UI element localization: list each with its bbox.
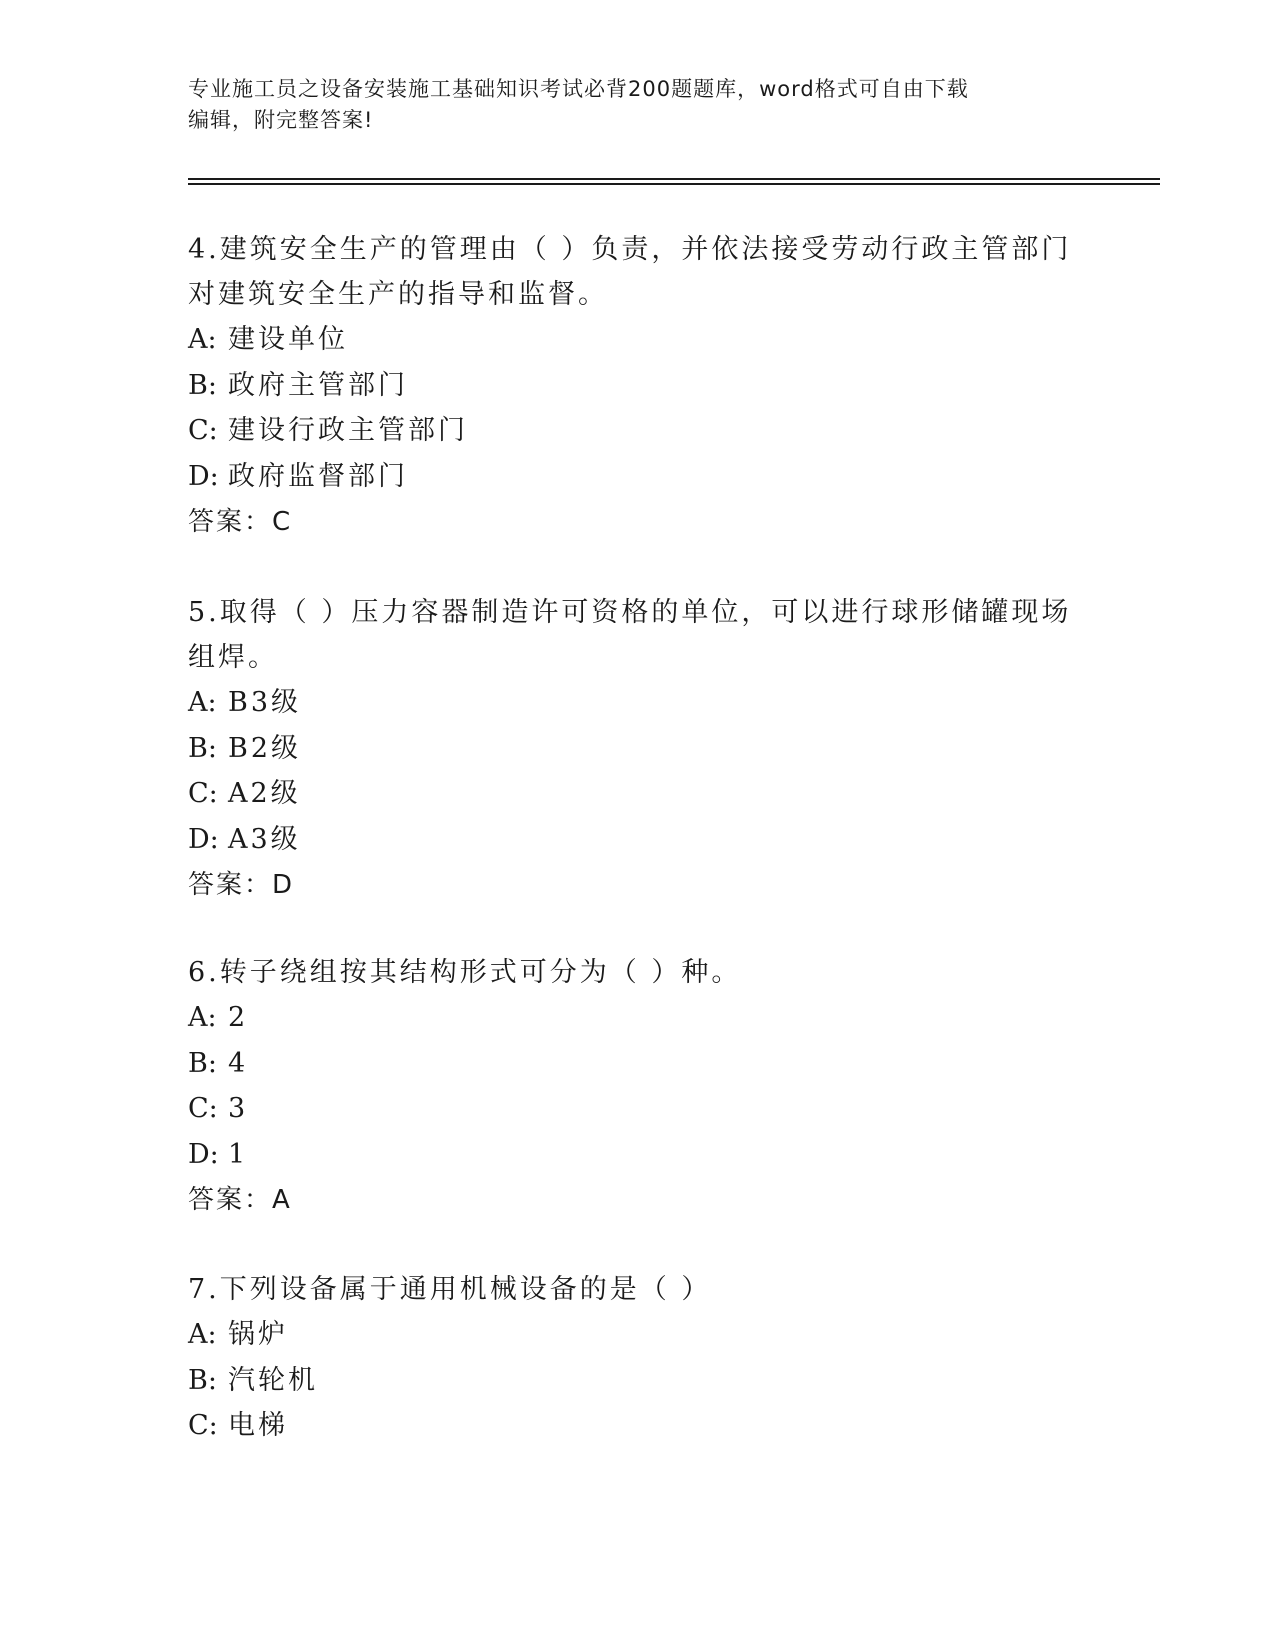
option-a: A: 2 [188,1002,249,1033]
question-4 [188,227,1088,545]
option-a: A: B3级 [188,687,302,718]
option-d: D: 政府监督部门 [188,460,408,492]
answer-key: 答案：A [188,1185,292,1215]
option-d: D: 1 [188,1138,249,1170]
header-divider-top [188,178,1160,180]
document-header [188,74,1068,136]
header-title-line-1: 专业施工员之设备安装施工基础知识考试必背200题题库，word格式可自由下载 [188,77,969,101]
option-b: B: 政府主管部门 [188,369,408,401]
question-stem: 6.转子绕组按其结构形式可分为（ ）种。 [188,957,742,988]
header-divider-bottom [188,183,1160,185]
question-stem: 5.取得（ ）压力容器制造许可资格的单位，可以进行球形储罐现场组焊。 [188,597,1072,673]
option-c: C: 建设行政主管部门 [188,415,468,446]
question-5 [188,590,1088,908]
answer-key: 答案：D [188,870,295,900]
option-a: A: 建设单位 [188,324,348,355]
option-b: B: 汽轮机 [188,1364,318,1396]
header-title-line-2: 编辑，附完整答案! [188,108,374,132]
option-c: C: 3 [188,1093,249,1124]
question-6 [188,950,1088,1223]
option-b: B: 4 [188,1047,249,1079]
option-c: C: A2级 [188,778,301,809]
question-stem: 7.下列设备属于通用机械设备的是（ ） [188,1274,712,1305]
question-7 [188,1267,1088,1449]
option-b: B: B2级 [188,732,302,764]
option-c: C: 电梯 [188,1410,288,1441]
answer-key: 答案：C [188,507,293,537]
option-a: A: 锅炉 [188,1319,288,1350]
option-d: D: A3级 [188,823,301,855]
question-stem: 4.建筑安全生产的管理由（ ）负责，并依法接受劳动行政主管部门对建筑安全生产的指导和监督。 [188,234,1072,310]
